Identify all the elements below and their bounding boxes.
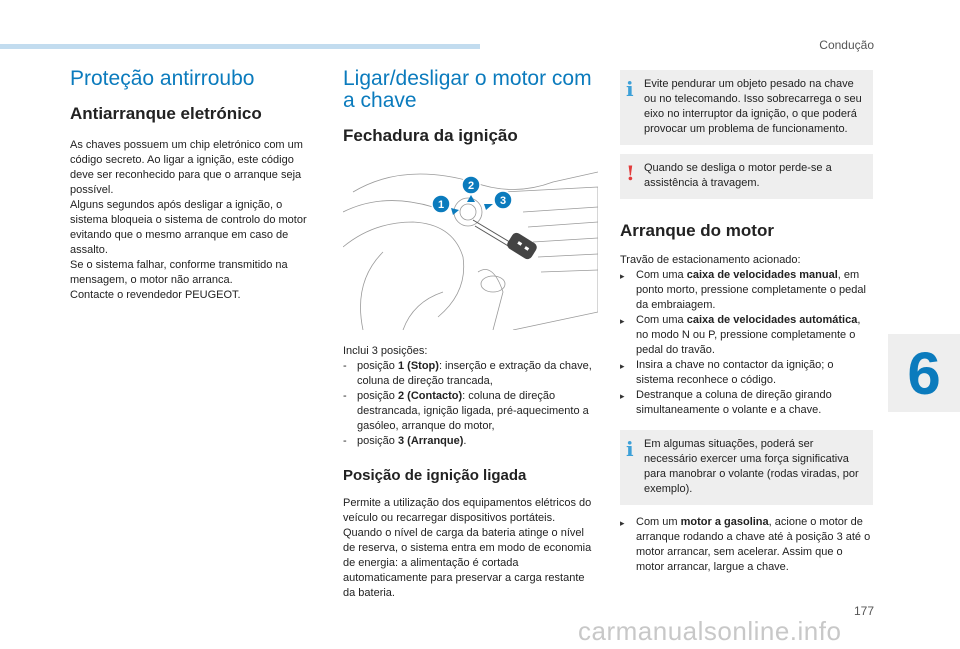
paragraph: Se o sistema falhar, conforme transmitido na mensagem, o motor não arranca.: [70, 259, 288, 286]
section-label: Condução: [819, 38, 874, 52]
right-column: [620, 70, 873, 575]
info-note: i Evite pendurar um objeto pesado na chave ou no telecomando. Isso sobrecarrega o seu eixo no interruptor da ignição, o que poderá provocar um problema de funcionamento.: [620, 70, 873, 145]
position-item: - posição 2 (Contacto): coluna de direção destrancada, ignição ligada, pré-aquecimento a gasóleo, arranque do motor,: [343, 390, 589, 432]
step-item: ▸ Com um motor a gasolina, acione o motor de arranque rodando a chave até à posição 3 até o motor arrancar, sem acelerar. Assim que o motor arrancar, largue a chave.: [620, 516, 871, 573]
arrow-bullet-icon: ▸: [620, 361, 625, 371]
section-subtitle: Fechadura da ignição: [343, 126, 518, 145]
paragraph: As chaves possuem um chip eletrónico com um código secreto. Ao ligar a ignição, este código deve ser reconhecido para que o arranque seja possível.: [70, 139, 303, 196]
step-item: ▸ Com uma caixa de velocidades manual, em ponto morto, pressione completamente o pedal da embraiagem.: [620, 269, 866, 311]
figure-label-1: 1: [437, 199, 445, 211]
paragraph: Contacte o revendedor PEUGEOT.: [70, 289, 241, 301]
info-note: i Em algumas situações, poderá ser necessário exercer uma força significativa para manobrar o volante (rodas viradas, por exemplo).: [620, 430, 873, 505]
watermark: carmanualsonline.info: [578, 616, 842, 646]
ignition-illustration: [343, 152, 598, 330]
section-title: Proteção antirroubo: [70, 67, 255, 90]
paragraph: Alguns segundos após desligar a ignição, o sistema bloqueia o sistema de controlo do motor evitando que o mesmo arranque em caso de assalto.: [70, 199, 307, 256]
step-item: ▸ Destranque a coluna de direção girando simultaneamente o volante e a chave.: [620, 389, 832, 416]
arrow-bullet-icon: ▸: [620, 391, 625, 401]
position-item: - posição 1 (Stop): inserção e extração da chave, coluna de direção trancada,: [343, 360, 592, 387]
step-item: ▸ Com uma caixa de velocidades automática, no modo N ou P, pressione completamente o pedal do travão.: [620, 314, 861, 356]
position-item: - posição 3 (Arranque).: [343, 435, 467, 447]
left-column: [70, 64, 310, 303]
arrow-bullet-icon: ▸: [620, 518, 625, 528]
middle-column: [343, 64, 598, 601]
section-subtitle: Antiarranque eletrónico: [70, 104, 262, 123]
figure-label-2: 2: [467, 180, 475, 192]
warning-note: ! Quando se desliga o motor perde-se a assistência à travagem.: [620, 154, 873, 199]
paragraph: Permite a utilização dos equipamentos elétricos do veículo ou recarregar dispositivos portáteis.: [343, 497, 592, 524]
top-accent-bar: [0, 44, 480, 49]
section-subtitle: Arranque do motor: [620, 221, 774, 240]
warning-icon: !: [626, 161, 635, 185]
arrow-bullet-icon: ▸: [620, 316, 625, 326]
positions-intro: Inclui 3 posições:: [343, 345, 428, 357]
section-subtitle: Posição de ignição ligada: [343, 467, 527, 484]
figure-label-3: 3: [499, 195, 507, 207]
chapter-tab: 6: [888, 334, 960, 412]
info-icon: i: [626, 77, 634, 101]
arrow-bullet-icon: ▸: [620, 271, 625, 281]
paragraph: Quando o nível de carga da bateria atinge o nível de reserva, o sistema entra em modo de economia de energia: a alimentação é cortada automaticamente para preservar a carga restante da bateria.: [343, 527, 592, 599]
step-item: ▸ Insira a chave no contactor da ignição; o sistema reconhece o código.: [620, 359, 834, 386]
info-icon: i: [626, 437, 634, 461]
start-intro: Travão de estacionamento acionado:: [620, 254, 801, 266]
page-number: 177: [853, 604, 874, 618]
section-title: Ligar/desligar o motor com a chave: [343, 67, 592, 112]
